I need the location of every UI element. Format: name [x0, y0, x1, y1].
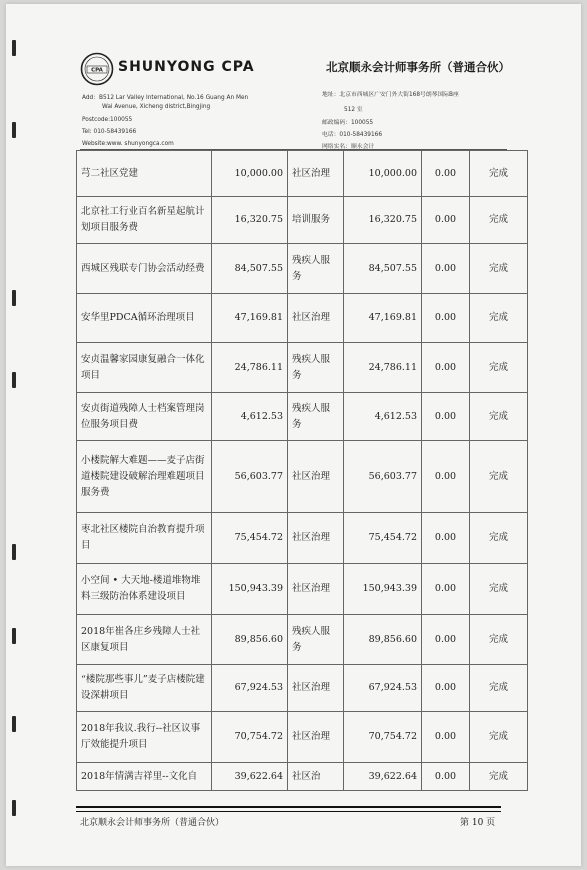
binder-mark	[12, 290, 16, 306]
project-type-cell: 社区治理	[288, 151, 344, 197]
actual-amount-cell: 16,320.75	[344, 197, 422, 244]
address-cn-website: 网络实名：顺永会计	[322, 144, 375, 150]
amount-cell: 24,786.11	[212, 343, 288, 393]
table-row	[77, 564, 528, 615]
project-type-cell: 残疾人服务	[288, 343, 344, 393]
actual-amount-cell: 150,943.39	[344, 564, 422, 615]
status-cell: 完成	[470, 294, 528, 343]
amount-cell: 150,943.39	[212, 564, 288, 615]
firm-name-cn: 北京顺永会计师事务所（普通合伙）	[326, 60, 510, 74]
amount-cell: 89,856.60	[212, 615, 288, 665]
amount-cell: 47,169.81	[212, 294, 288, 343]
balance-cell: 0.00	[422, 343, 470, 393]
balance-cell: 0.00	[422, 763, 470, 791]
project-name-cell: 安贞温馨家园康复融合一体化项目	[77, 343, 212, 393]
balance-cell: 0.00	[422, 294, 470, 343]
amount-cell: 10,000.00	[212, 151, 288, 197]
table-row	[77, 151, 528, 197]
address-en-tel: Tel: 010-58439166	[82, 129, 137, 135]
table-row	[77, 197, 528, 244]
project-type-cell: 社区治理	[288, 665, 344, 712]
table-row	[77, 712, 528, 763]
status-cell: 完成	[470, 343, 528, 393]
table-row	[77, 393, 528, 441]
project-type-cell: 社区治理	[288, 712, 344, 763]
amount-cell: 84,507.55	[212, 244, 288, 294]
status-cell: 完成	[470, 244, 528, 294]
table-row	[77, 294, 528, 343]
project-type-cell: 社区治理	[288, 564, 344, 615]
footer-firm-name: 北京顺永会计师事务所（普通合伙）	[80, 818, 225, 828]
project-type-cell: 残疾人服务	[288, 244, 344, 294]
actual-amount-cell: 4,612.53	[344, 393, 422, 441]
project-type-cell: 培训服务	[288, 197, 344, 244]
actual-amount-cell: 67,924.53	[344, 665, 422, 712]
binder-mark	[12, 800, 16, 816]
actual-amount-cell: 89,856.60	[344, 615, 422, 665]
amount-cell: 39,622.64	[212, 763, 288, 791]
status-cell: 完成	[470, 763, 528, 791]
balance-cell: 0.00	[422, 393, 470, 441]
address-en-line1: Add：B512 Lar Valley International, No.16 Guang An Men	[82, 95, 249, 101]
project-type-cell: 残疾人服务	[288, 615, 344, 665]
balance-cell: 0.00	[422, 564, 470, 615]
amount-cell: 67,924.53	[212, 665, 288, 712]
binder-mark	[12, 544, 16, 560]
logo-text: CPA	[91, 67, 103, 74]
balance-cell: 0.00	[422, 151, 470, 197]
address-en-line2: Wai Avenue, Xicheng district,Bingjing	[102, 104, 211, 110]
table-row	[77, 244, 528, 294]
project-type-cell: 社区治理	[288, 441, 344, 513]
actual-amount-cell: 75,454.72	[344, 513, 422, 564]
table-row	[77, 513, 528, 564]
address-en-website: Website:www. shunyongca.com	[82, 141, 174, 147]
project-type-cell: 社区治	[288, 763, 344, 791]
project-name-cell: 2018年我议.我行--社区议事厅效能提升项目	[77, 712, 212, 763]
project-name-cell: 2018年崔各庄乡残障人士社区康复项目	[77, 615, 212, 665]
address-en-postcode: Postcode:100055	[82, 117, 133, 123]
actual-amount-cell: 84,507.55	[344, 244, 422, 294]
status-cell: 完成	[470, 441, 528, 513]
binder-mark	[12, 122, 16, 138]
address-cn-line2: 512 室	[344, 107, 363, 113]
project-name-cell: 安贞街道残障人士档案管理岗位服务项目费	[77, 393, 212, 441]
balance-cell: 0.00	[422, 665, 470, 712]
project-type-cell: 社区治理	[288, 513, 344, 564]
footer-divider-thin	[76, 811, 501, 812]
address-cn-postcode: 邮政编码：100055	[322, 120, 374, 126]
address-cn-line1: 地址：北京市西城区广安门外大街168号朗琴国际B座	[322, 92, 459, 98]
status-cell: 完成	[470, 151, 528, 197]
project-name-cell: 芎二社区党建	[77, 151, 212, 197]
balance-cell: 0.00	[422, 513, 470, 564]
table-row	[77, 665, 528, 712]
balance-cell: 0.00	[422, 712, 470, 763]
table-body	[77, 151, 528, 791]
status-cell: 完成	[470, 197, 528, 244]
project-name-cell: “楼院那些事儿”麦子店楼院建设深耕项目	[77, 665, 212, 712]
amount-cell: 16,320.75	[212, 197, 288, 244]
actual-amount-cell: 39,622.64	[344, 763, 422, 791]
project-name-cell: 西城区残联专门协会活动经费	[77, 244, 212, 294]
balance-cell: 0.00	[422, 441, 470, 513]
table-row	[77, 615, 528, 665]
status-cell: 完成	[470, 513, 528, 564]
amount-cell: 56,603.77	[212, 441, 288, 513]
balance-cell: 0.00	[422, 244, 470, 294]
footer-divider	[76, 806, 501, 808]
status-cell: 完成	[470, 564, 528, 615]
status-cell: 完成	[470, 393, 528, 441]
status-cell: 完成	[470, 665, 528, 712]
project-type-cell: 社区治理	[288, 294, 344, 343]
binder-mark	[12, 716, 16, 732]
project-name-cell: 安华里PDCA循环治理项目	[77, 294, 212, 343]
amount-cell: 70,754.72	[212, 712, 288, 763]
project-name-cell: 2018年情满吉祥里--文化自	[77, 763, 212, 791]
balance-cell: 0.00	[422, 615, 470, 665]
project-name-cell: 枣北社区楼院自治教育提升项目	[77, 513, 212, 564]
table-row	[77, 763, 528, 791]
project-name-cell: 北京社工行业百名新星起航计划项目服务费	[77, 197, 212, 244]
binder-mark	[12, 628, 16, 644]
page-number: 第 10 页	[460, 818, 496, 828]
brand-name: SHUNYONG CPA	[118, 59, 255, 75]
status-cell: 完成	[470, 615, 528, 665]
project-table	[76, 150, 528, 791]
project-name-cell: 小空间 • 大天地-楼道堆物堆料三级防治体系建设项目	[77, 564, 212, 615]
project-name-cell: 小楼院解大难题——麦子店街道楼院建设破解治理难题项目服务费	[77, 441, 212, 513]
actual-amount-cell: 56,603.77	[344, 441, 422, 513]
address-cn-tel: 电话：010-58439166	[322, 132, 383, 138]
amount-cell: 4,612.53	[212, 393, 288, 441]
binder-mark	[12, 40, 16, 56]
amount-cell: 75,454.72	[212, 513, 288, 564]
actual-amount-cell: 47,169.81	[344, 294, 422, 343]
actual-amount-cell: 10,000.00	[344, 151, 422, 197]
balance-cell: 0.00	[422, 197, 470, 244]
binder-mark	[12, 372, 16, 388]
actual-amount-cell: 70,754.72	[344, 712, 422, 763]
table-row	[77, 343, 528, 393]
table-row	[77, 441, 528, 513]
actual-amount-cell: 24,786.11	[344, 343, 422, 393]
status-cell: 完成	[470, 712, 528, 763]
firm-logo	[80, 52, 114, 86]
project-type-cell: 残疾人服务	[288, 393, 344, 441]
